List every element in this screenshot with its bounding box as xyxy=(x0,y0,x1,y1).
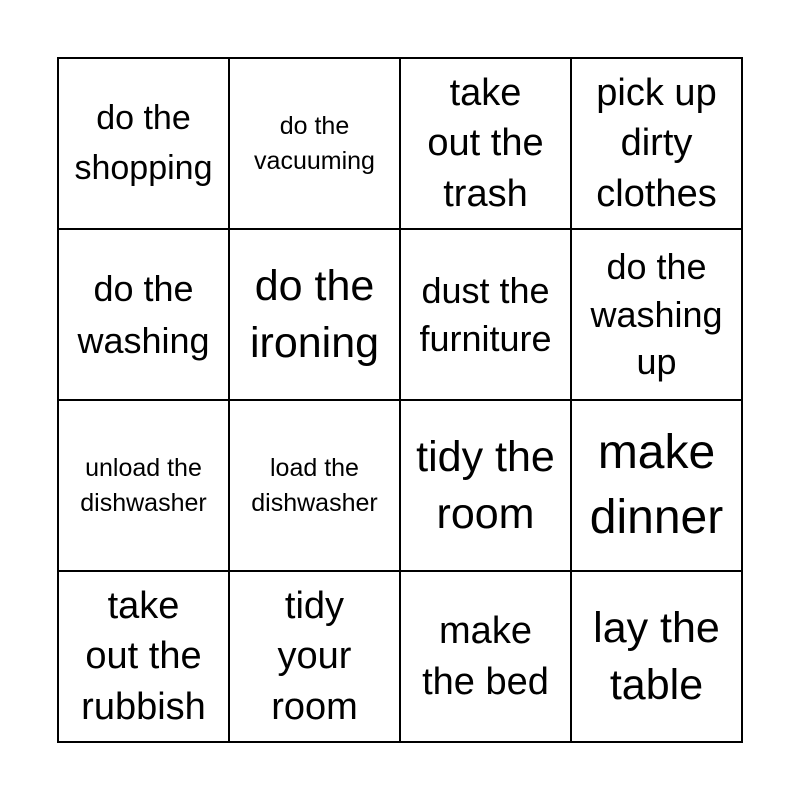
cell-line: take xyxy=(107,584,180,627)
bingo-cell[interactable] xyxy=(400,229,571,400)
cell-text xyxy=(596,68,716,220)
cell-text xyxy=(271,581,358,733)
cell-text xyxy=(251,451,377,520)
bingo-cell[interactable] xyxy=(58,571,229,742)
cell-line: do the xyxy=(93,268,194,310)
cell-line: room xyxy=(271,685,358,728)
cell-text xyxy=(593,600,720,714)
bingo-cell[interactable] xyxy=(571,571,742,742)
cell-line: your xyxy=(277,635,352,678)
cell-line: vacuuming xyxy=(254,146,375,175)
cell-line: make xyxy=(597,425,716,479)
cell-line: room xyxy=(436,489,535,538)
bingo-cell[interactable] xyxy=(571,58,742,229)
cell-line: clothes xyxy=(596,172,717,215)
bingo-cell[interactable] xyxy=(229,400,400,571)
cell-text xyxy=(590,421,723,551)
cell-line: pick up xyxy=(596,71,717,114)
cell-line: lay the xyxy=(593,603,720,652)
bingo-cell[interactable] xyxy=(58,229,229,400)
cell-text xyxy=(80,451,206,520)
cell-line: dust the xyxy=(421,269,550,311)
bingo-cell[interactable] xyxy=(400,58,571,229)
cell-line: load the xyxy=(270,454,359,482)
cell-line: table xyxy=(609,660,704,709)
cell-line: the bed xyxy=(422,660,549,703)
cell-line: rubbish xyxy=(81,685,206,728)
cell-line: furniture xyxy=(419,317,552,359)
cell-text xyxy=(254,109,375,178)
bingo-cell[interactable] xyxy=(571,400,742,571)
cell-line: do the xyxy=(279,112,350,140)
cell-text xyxy=(590,243,722,387)
cell-line: do the xyxy=(254,261,375,310)
cell-text xyxy=(250,258,379,372)
bingo-cell[interactable] xyxy=(229,58,400,229)
cell-line: washing xyxy=(590,293,723,335)
bingo-cell[interactable] xyxy=(58,58,229,229)
cell-line: ironing xyxy=(249,318,380,367)
cell-line: dirty xyxy=(620,122,693,165)
cell-line: out the xyxy=(427,122,544,165)
cell-text xyxy=(77,263,209,366)
bingo-cell[interactable] xyxy=(400,571,571,742)
cell-line: dishwasher xyxy=(251,488,378,517)
cell-text xyxy=(427,68,543,220)
cell-text xyxy=(416,429,555,543)
cell-line: washing xyxy=(77,319,210,361)
cell-line: dinner xyxy=(589,490,724,544)
bingo-cell[interactable] xyxy=(400,400,571,571)
cell-text xyxy=(419,267,551,363)
cell-text xyxy=(81,581,206,733)
cell-line: shopping xyxy=(74,148,213,187)
bingo-cell[interactable] xyxy=(229,571,400,742)
bingo-cell[interactable] xyxy=(58,400,229,571)
cell-line: do the xyxy=(606,245,707,287)
bingo-cell[interactable] xyxy=(571,229,742,400)
bingo-cell[interactable] xyxy=(229,229,400,400)
cell-line: trash xyxy=(443,172,528,215)
cell-line: make xyxy=(439,609,532,652)
cell-line: unload the xyxy=(85,454,202,482)
cell-line: out the xyxy=(85,635,202,678)
cell-line: dishwasher xyxy=(80,488,207,517)
cell-line: do the xyxy=(96,99,191,138)
cell-text xyxy=(74,94,212,193)
cell-line: tidy the xyxy=(416,432,555,481)
cell-line: take xyxy=(449,71,522,114)
cell-line: tidy xyxy=(284,584,345,627)
bingo-board xyxy=(57,57,743,743)
cell-line: up xyxy=(636,341,677,383)
cell-text xyxy=(422,606,549,707)
